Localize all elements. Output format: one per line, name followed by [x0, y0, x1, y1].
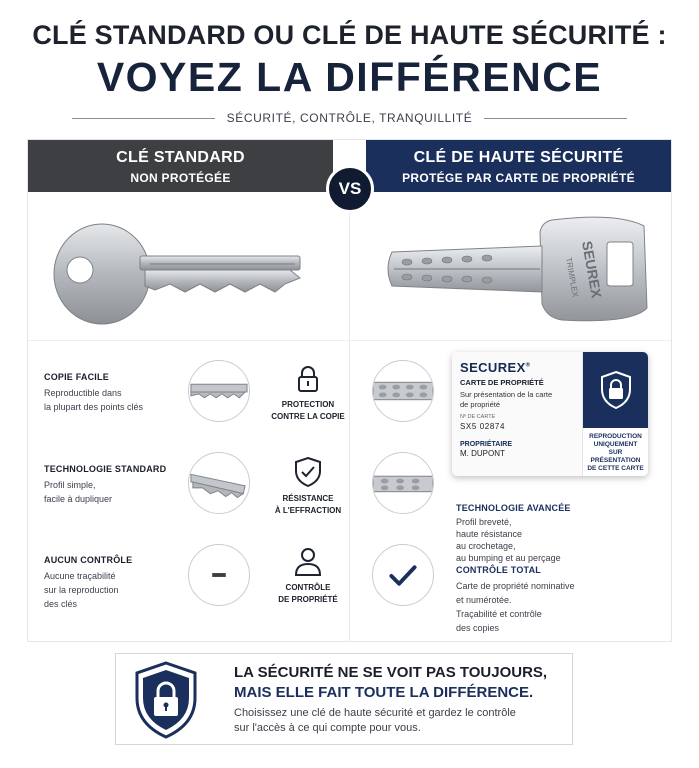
subtitle: SÉCURITÉ, CONTRÔLE, TRANQUILLITÉ	[226, 111, 473, 125]
shield-check-icon	[293, 456, 323, 488]
bottom-headline-2: MAIS ELLE FAIT TOUTE LA DIFFÉRENCE.	[234, 684, 534, 701]
label-line: À L'EFFRACTION	[274, 506, 342, 515]
desc-line: Profil breveté,	[456, 517, 512, 527]
feature-total-control	[456, 565, 646, 635]
desc-line: au bumping et au perçage	[456, 553, 561, 563]
desc-line: Reproductible dans	[44, 388, 122, 398]
card-side-panel	[582, 352, 648, 476]
card-details	[452, 352, 582, 476]
card-logo-area	[583, 352, 648, 428]
feature-easy-copy	[44, 372, 184, 414]
desc-line: Aucune traçabilité	[44, 571, 116, 581]
ownership-card	[452, 352, 648, 476]
badge-label	[268, 582, 348, 606]
card-brand	[460, 360, 582, 375]
desc-line: la plupart des points clés	[44, 402, 144, 412]
card-subtitle	[460, 390, 582, 410]
security-key-title: CLÉ DE HAUTE SÉCURITÉ	[413, 149, 624, 166]
key-brand-engraving: SEUREX	[579, 239, 605, 300]
label-line: CONTRÔLE	[285, 583, 331, 592]
feature-description	[456, 516, 646, 564]
security-key-closeup	[372, 360, 434, 422]
standard-key-image	[50, 220, 305, 330]
badge-label	[268, 399, 348, 423]
note-line: UNIQUEMENT SUR	[593, 441, 638, 456]
feature-advanced-tech	[456, 503, 646, 564]
card-sub-line: Sur présentation de la carte	[460, 390, 553, 399]
trademark-symbol: ®	[525, 362, 531, 369]
desc-line: au crochetage,	[456, 541, 516, 551]
feature-title: CONTRÔLE TOTAL	[456, 565, 541, 575]
desc-line: sur la reproduction	[44, 585, 119, 595]
desc-line: Profil simple,	[44, 480, 96, 490]
label-line: DE PROPRIÉTÉ	[278, 595, 338, 604]
desc-line: Traçabilité et contrôle	[456, 609, 542, 619]
row-divider	[28, 340, 671, 341]
desc-line: haute résistance	[456, 529, 523, 539]
card-owner: M. DUPONT	[460, 449, 505, 458]
key-model-engraving: TRIMPLEX	[564, 256, 580, 298]
shield-lock-icon	[599, 370, 633, 410]
desc-line: des copies	[456, 623, 500, 633]
feature-standard-tech	[44, 464, 184, 506]
dash-icon	[188, 544, 250, 606]
standard-key-header	[28, 140, 333, 192]
note-line: REPRODUCTION	[589, 433, 642, 440]
feature-description	[44, 569, 184, 611]
brand-name: SECUREX	[460, 360, 526, 375]
column-divider	[349, 205, 350, 642]
bottom-description	[234, 706, 554, 736]
badge-label	[268, 493, 348, 517]
feature-title: TECHNOLOGIE STANDARD	[44, 464, 167, 474]
desc-line: Choisissez une clé de haute sécurité et gardez le contrôle	[234, 707, 516, 719]
feature-title: COPIE FACILE	[44, 372, 109, 382]
vs-badge: VS	[326, 165, 374, 213]
shield-lock-icon	[132, 660, 200, 740]
desc-line: des clés	[44, 599, 78, 609]
desc-line: Carte de propriété nominative	[456, 581, 575, 591]
desc-line: facile à dupliquer	[44, 494, 113, 504]
person-icon	[292, 545, 324, 577]
feature-title: AUCUN CONTRÔLE	[44, 555, 133, 565]
standard-key-subtitle: NON PROTÉGÉE	[130, 171, 231, 185]
checkmark-icon	[372, 544, 434, 606]
note-line: DE CETTE CARTE	[587, 465, 644, 472]
feature-no-control	[44, 555, 184, 611]
card-number: SX5 02874	[460, 422, 505, 431]
card-owner-label: PROPRIÉTAIRE	[460, 441, 512, 448]
badge-break-in-resistance	[268, 456, 348, 517]
divider-right	[484, 118, 627, 119]
card-number-label: Nº DE CARTE	[460, 414, 496, 420]
title-line-2: VOYEZ LA DIFFÉRENCE	[96, 54, 603, 100]
subtitle-row	[72, 111, 627, 125]
label-line: PROTECTION	[281, 400, 335, 409]
desc-line: et numérotée.	[456, 595, 512, 605]
card-sub-line: de propriété	[460, 400, 501, 409]
card-side-note	[583, 433, 648, 473]
security-profile-closeup	[372, 452, 434, 514]
standard-profile-closeup	[188, 452, 250, 514]
standard-key-closeup	[188, 360, 250, 422]
divider-left	[72, 118, 215, 119]
padlock-icon	[293, 364, 323, 394]
badge-ownership-control	[268, 545, 348, 606]
feature-description	[456, 579, 646, 635]
badge-copy-protection	[268, 364, 348, 423]
note-line: PRÉSENTATION	[590, 457, 641, 464]
card-title: CARTE DE PROPRIÉTÉ	[460, 378, 544, 387]
standard-key-title: CLÉ STANDARD	[116, 149, 245, 166]
label-line: CONTRE LA COPIE	[271, 412, 345, 421]
security-key-subtitle: PROTÉGE PAR CARTE DE PROPRIÉTÉ	[402, 171, 635, 185]
bottom-headline-1: LA SÉCURITÉ NE SE VOIT PAS TOUJOURS,	[234, 664, 548, 681]
bottom-banner	[115, 653, 573, 745]
feature-title: TECHNOLOGIE AVANCÉE	[456, 503, 571, 513]
desc-line: sur l'accès à ce qui compte pour vous.	[234, 722, 421, 734]
security-key-header	[366, 140, 671, 192]
security-key-image	[382, 212, 652, 330]
label-line: RÉSISTANCE	[282, 494, 334, 503]
feature-description	[44, 478, 184, 506]
feature-description	[44, 386, 184, 414]
title-line-1: CLÉ STANDARD OU CLÉ DE HAUTE SÉCURITÉ :	[32, 20, 667, 50]
